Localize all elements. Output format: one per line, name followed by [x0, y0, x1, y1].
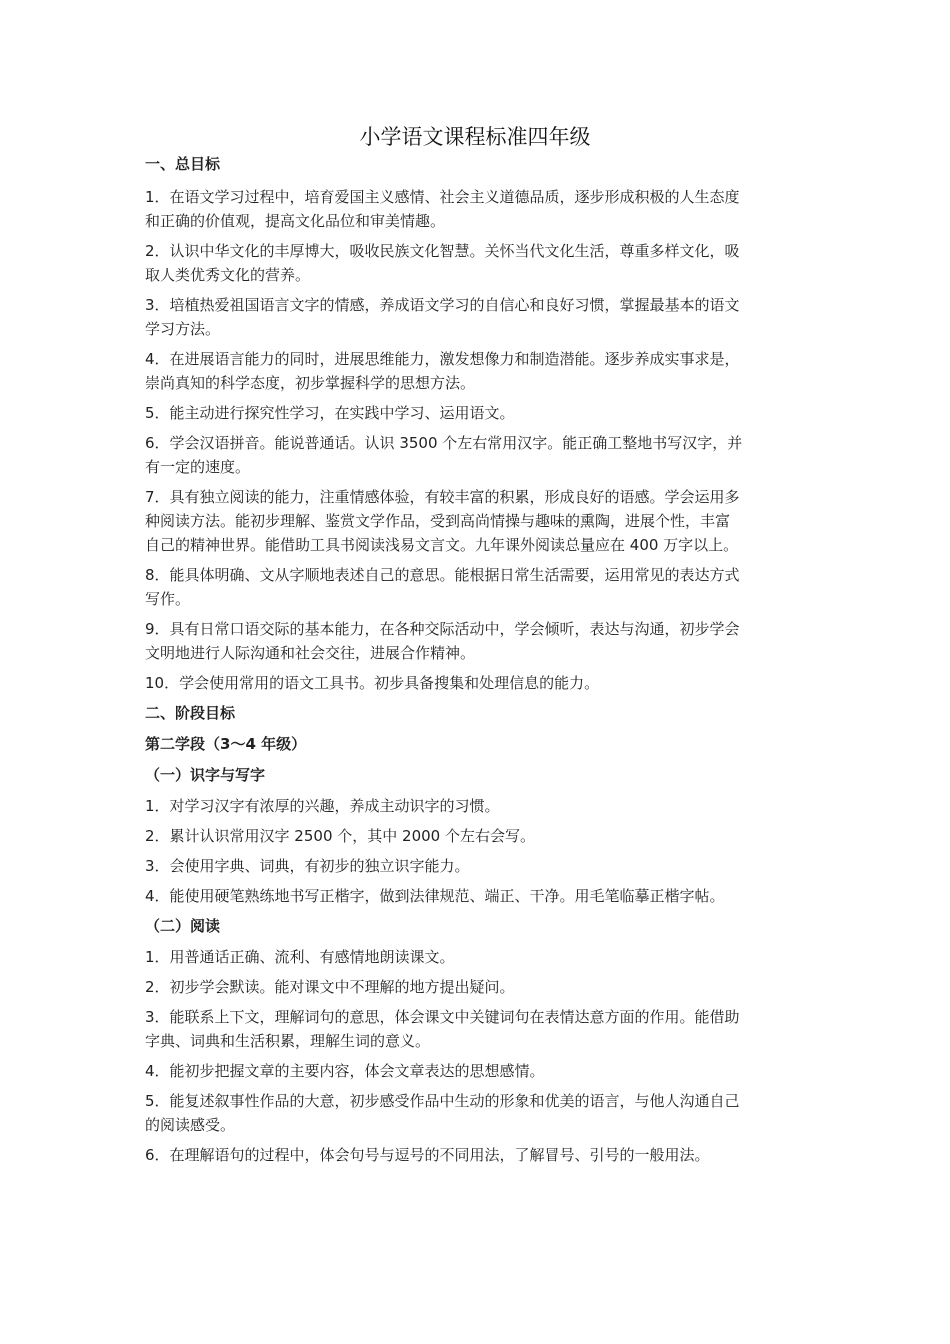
- text-line: 自己的精神世界。能借助工具书阅读浅易文言文。九年课外阅读总量应在 400 万字以上。: [145, 536, 739, 554]
- text-line: 6．在理解语句的过程中，体会句号与逗号的不同用法，了解冒号、引号的一般用法。: [145, 1146, 710, 1164]
- literacy-item-2: [145, 824, 810, 848]
- goal-item-2: [145, 239, 810, 287]
- text-line: 文明地进行人际沟通和社会交往，进展合作精神。: [145, 644, 476, 662]
- text-line: 取人类优秀文化的营养。: [145, 266, 311, 284]
- text-line: 有一定的速度。: [145, 458, 251, 476]
- text-line: 5．能复述叙事性作品的大意，初步感受作品中生动的形象和优美的语言，与他人沟通自己: [145, 1092, 740, 1110]
- goal-item-4: [145, 347, 810, 395]
- text-line: 字典、词典和生活积累，理解生词的意义。: [145, 1032, 431, 1050]
- text-line: 9．具有日常口语交际的基本能力，在各种交际活动中，学会倾听，表达与沟通，初步学会: [145, 620, 740, 638]
- reading-item-2: [145, 975, 810, 999]
- reading-item-4: [145, 1059, 810, 1083]
- text-line: 5．能主动进行探究性学习，在实践中学习、运用语文。: [145, 404, 515, 422]
- text-line: 1．对学习汉字有浓厚的兴趣，养成主动识字的习惯。: [145, 797, 500, 815]
- subsection-heading-literacy: （一）识字与写字: [145, 766, 266, 784]
- section-heading-stage-goals: 二、阶段目标: [145, 704, 236, 722]
- text-line: 10．学会使用常用的语文工具书。初步具备搜集和处理信息的能力。: [145, 674, 600, 692]
- text-line: 崇尚真知的科学态度，初步掌握科学的思想方法。: [145, 374, 476, 392]
- goal-item-9: [145, 617, 810, 665]
- text-line: 3．培植热爱祖国语言文字的情感，养成语文学习的自信心和良好习惯，掌握最基本的语文: [145, 296, 740, 314]
- reading-item-1: [145, 945, 810, 969]
- text-line: 8．能具体明确、文从字顺地表述自己的意思。能根据日常生活需要，运用常见的表达方式: [145, 566, 740, 584]
- goal-item-8: [145, 563, 810, 611]
- text-line: 1．在语文学习过程中，培育爱国主义感情、社会主义道德品质，逐步形成积极的人生态度: [145, 188, 740, 206]
- goal-item-1: [145, 185, 810, 233]
- text-line: 和正确的价值观，提高文化品位和审美情趣。: [145, 212, 446, 230]
- text-line: 3．能联系上下文，理解词句的意思，体会课文中关键词句在表情达意方面的作用。能借助: [145, 1008, 740, 1026]
- goal-item-7: [145, 485, 810, 557]
- goal-item-5: [145, 401, 810, 425]
- goal-item-3: [145, 293, 810, 341]
- goal-item-6: [145, 431, 810, 479]
- text-line: 2．累计认识常用汉字 2500 个，其中 2000 个左右会写。: [145, 827, 535, 845]
- text-line: 3．会使用字典、词典，有初步的独立识字能力。: [145, 857, 470, 875]
- document-title: 小学语文课程标准四年级: [359, 125, 591, 149]
- subsection-heading-reading: （二）阅读: [145, 917, 221, 935]
- stage-heading: 第二学段（3～4 年级）: [145, 735, 307, 753]
- text-line: 6．学会汉语拼音。能说普通话。认识 3500 个左右常用汉字。能正确工整地书写汉字，并: [145, 434, 743, 452]
- text-line: 4．能使用硬笔熟练地书写正楷字，做到法律规范、端正、干净。用毛笔临摹正楷字帖。: [145, 887, 725, 905]
- text-line: 7．具有独立阅读的能力，注重情感体验，有较丰富的积累，形成良好的语感。学会运用多: [145, 488, 740, 506]
- text-line: 的阅读感受。: [145, 1116, 236, 1134]
- text-line: 种阅读方法。能初步理解、鉴赏文学作品，受到高尚情操与趣味的熏陶，进展个性，丰富: [145, 512, 731, 530]
- text-line: 4．在进展语言能力的同时，进展思维能力，激发想像力和制造潜能。逐步养成实事求是，: [145, 350, 740, 368]
- text-line: 写作。: [145, 590, 191, 608]
- text-line: 1．用普通话正确、流利、有感情地朗读课文。: [145, 948, 455, 966]
- text-line: 学习方法。: [145, 320, 221, 338]
- reading-item-5: [145, 1089, 810, 1137]
- literacy-item-3: [145, 854, 810, 878]
- literacy-item-4: [145, 884, 810, 908]
- literacy-item-1: [145, 794, 810, 818]
- text-line: 4．能初步把握文章的主要内容，体会文章表达的思想感情。: [145, 1062, 545, 1080]
- reading-item-6: [145, 1143, 810, 1167]
- text-line: 2．认识中华文化的丰厚博大，吸收民族文化智慧。关怀当代文化生活，尊重多样文化，吸: [145, 242, 740, 260]
- text-line: 2．初步学会默读。能对课文中不理解的地方提出疑问。: [145, 978, 515, 996]
- document-body: [145, 152, 810, 1173]
- goal-item-10: [145, 671, 810, 695]
- section-heading-goals: 一、总目标: [145, 155, 221, 173]
- reading-item-3: [145, 1005, 810, 1053]
